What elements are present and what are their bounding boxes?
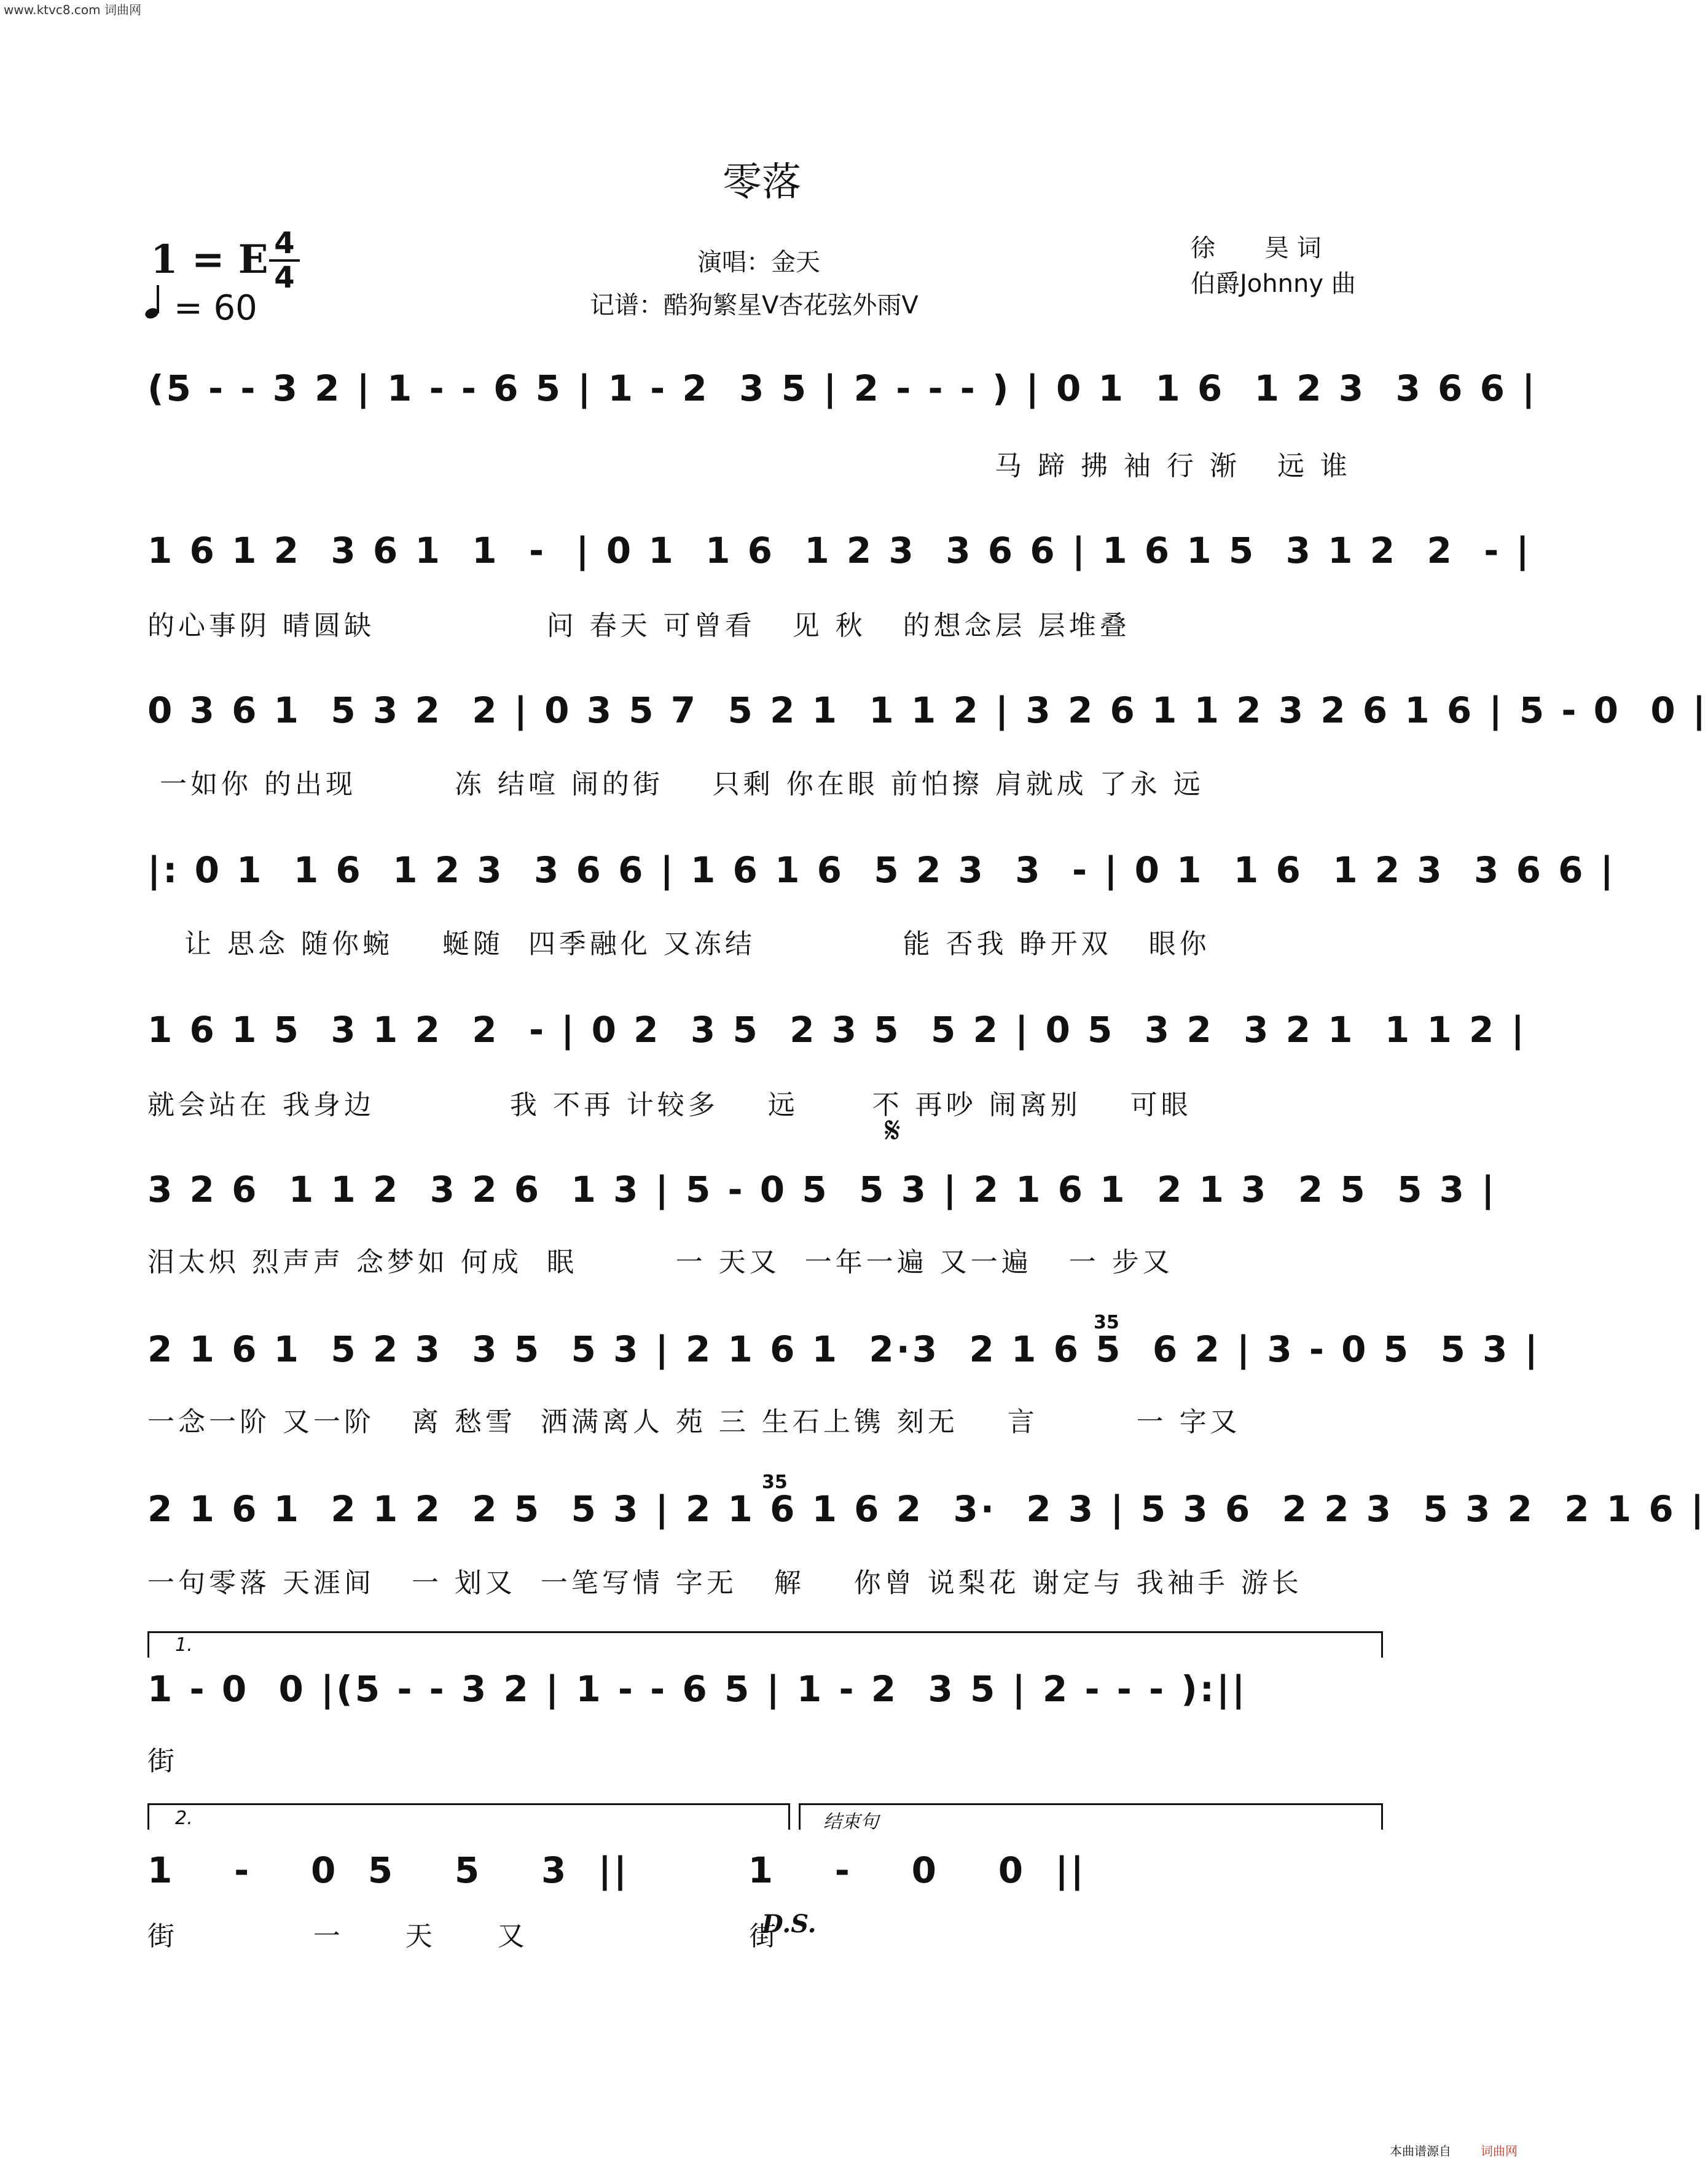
- lyric-row-7: 一念一阶 又一阶 离 愁雪 洒满离人 苑 三 生石上镌 刻无 言 一 字又: [147, 1406, 1241, 1438]
- score-row-2: 1 6 1 2 3 6 1 1 - | 0 1 1 6 1 2 3 3 6 6 | 1 6 1 5 3 1 2 2 - |: [147, 530, 1532, 571]
- score-row-10: 1 - 0 5 5 3 || 1 - 0 0 ||: [147, 1849, 1086, 1891]
- score-row-4: |: 0 1 1 6 1 2 3 3 6 6 | 1 6 1 6 5 2 3 3 - | 0 1 1 6 1 2 3 3 6 6 |: [147, 849, 1616, 891]
- lyric-row-8: 一句零落 天涯间 一 划又 一笔写情 字无 解 你曾 说梨花 谢定与 我袖手 游长: [147, 1567, 1303, 1599]
- singer-credit: 演唱：金天: [697, 248, 820, 276]
- tempo-value: = 60: [173, 288, 257, 328]
- time-sig-bottom: 4: [274, 261, 295, 295]
- score-row-6: 3 2 6 1 1 2 3 2 6 1 3 | 5 - 0 5 5 3 | 2 1 6 1 2 1 3 2 5 5 3 |: [147, 1169, 1497, 1210]
- lyric-row-5: 就会站在 我身边 我 不再 计较多 远 不 再吵 闹离别 可眼: [147, 1089, 1192, 1121]
- score-row-9: 1 - 0 0 |(5 - - 3 2 | 1 - - 6 5 | 1 - 2 3 5 | 2 - - - ):||: [147, 1668, 1248, 1710]
- lyric-row-9: 街: [147, 1746, 178, 1777]
- time-sig-top: 4: [274, 226, 295, 261]
- volta-label-1: 1.: [175, 1634, 193, 1656]
- quarter-note-icon: [144, 283, 163, 319]
- volta-bracket-2: [147, 1803, 790, 1830]
- site-watermark: www.ktvc8.com 词曲网: [4, 2, 142, 17]
- lyric-row-4: 让 思念 随你蜿 蜒随 四季融化 又冻结 能 否我 睁开双 眼你: [147, 928, 1210, 960]
- footer-site-label: 词曲网: [1481, 2144, 1518, 2158]
- time-signature: [269, 226, 300, 295]
- grace-note-2: 35: [762, 1471, 788, 1493]
- lyric-row-2: 的心事阴 晴圆缺 问 春天 可曾看 见 秋 的想念层 层堆叠: [147, 610, 1130, 641]
- transcriber-credit: 记谱：酷狗繁星V杏花弦外雨V: [590, 291, 919, 319]
- footer-source-label: 本曲谱源自: [1390, 2144, 1451, 2158]
- lyric-row-1: 马 蹄 拂 袖 行 渐 远 谁: [147, 450, 1351, 482]
- grace-note-1: 35: [1094, 1312, 1119, 1333]
- ending-bracket: [799, 1803, 1383, 1830]
- lyricist-credit: 徐 昊 词: [1191, 234, 1322, 262]
- volta-label-2: 2.: [175, 1808, 193, 1829]
- score-row-7: 2 1 6 1 5 2 3 3 5 5 3 | 2 1 6 1 2·3 2 1 6 5 6 2 | 3 - 0 5 5 3 |: [147, 1328, 1540, 1370]
- score-row-3: 0 3 6 1 5 3 2 2 | 0 3 5 7 5 2 1 1 1 2 | 3 2 6 1 1 2 3 2 6 1 6 | 5 - 0 0 |: [147, 689, 1708, 731]
- lyric-row-6: 泪太炽 烈声声 念梦如 何成 眠 一 天又 一年一遍 又一遍 一 步又: [147, 1247, 1173, 1278]
- song-title: 零落: [723, 160, 801, 205]
- segno-sign: 𝄋: [885, 1109, 901, 1152]
- key-signature: 1 = E: [151, 237, 268, 283]
- dal-segno-marking: D.S.: [762, 1910, 817, 1938]
- lyric-row-3: 一如你 的出现 冻 结喧 闹的街 只剩 你在眼 前怕擦 肩就成 了永 远: [147, 769, 1204, 800]
- volta-bracket-1: [147, 1631, 1383, 1658]
- ending-label: 结束句: [823, 1811, 879, 1833]
- score-row-1: (5 - - 3 2 | 1 - - 6 5 | 1 - 2 3 5 | 2 - - - ) | 0 1 1 6 1 2 3 3 6 6 |: [147, 367, 1538, 409]
- score-row-5: 1 6 1 5 3 1 2 2 - | 0 2 3 5 2 3 5 5 2 | 0 5 3 2 3 2 1 1 1 2 |: [147, 1009, 1527, 1051]
- score-row-8: 2 1 6 1 2 1 2 2 5 5 3 | 2 1 6 1 6 2 3· 2 3 | 5 3 6 2 2 3 5 3 2 2 1 6 |: [147, 1488, 1707, 1530]
- tempo-marking: [144, 283, 257, 328]
- lyric-row-10: 街 一 天 又 街: [147, 1921, 780, 1952]
- composer-credit: 伯爵Johnny 曲: [1191, 270, 1356, 298]
